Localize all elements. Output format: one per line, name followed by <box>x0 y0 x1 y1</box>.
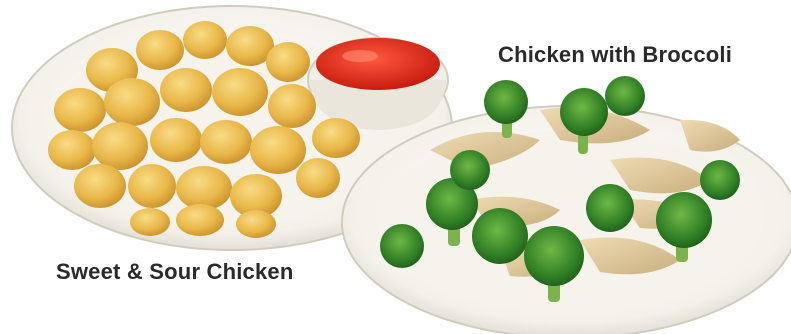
sauce-bowl <box>308 38 448 130</box>
sweet-sour-chicken-caption: Sweet & Sour Chicken <box>56 259 294 284</box>
chicken-with-broccoli-caption: Chicken with Broccoli <box>498 42 733 67</box>
